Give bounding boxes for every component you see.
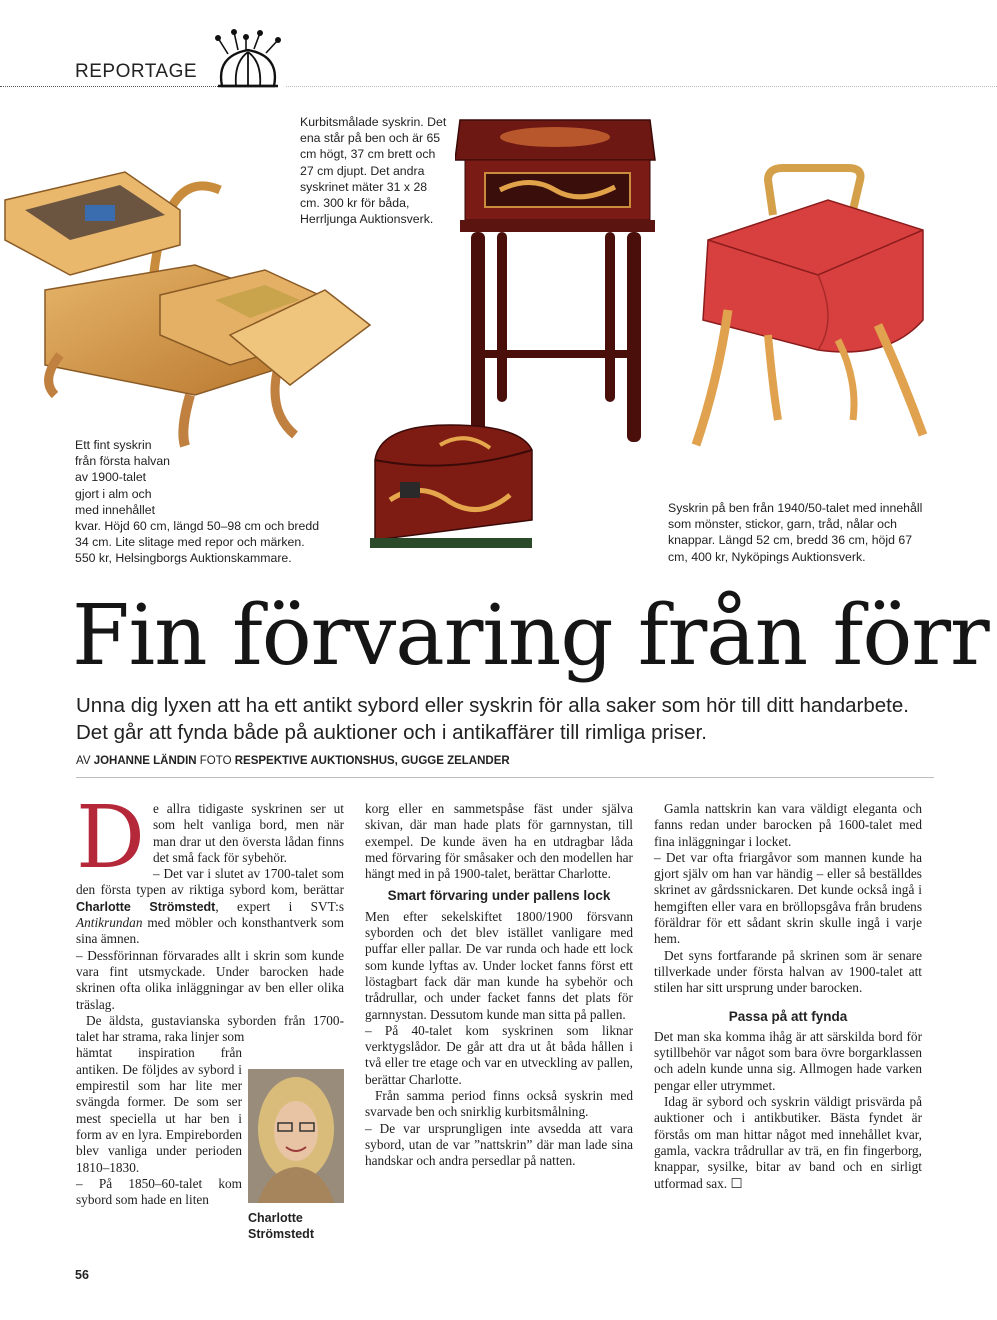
paragraph: Från samma period finns också syskrin med svarvade ben och snirklig kurbitsmålning. (365, 1088, 633, 1120)
caption-line: 550 kr, Helsingborgs Auktionskammare. (75, 551, 292, 566)
paragraph: Men efter sekelskiftet 1800/1900 försvann syborden och det blev istället vanligare med puffar eller pallar. De var runda och hade ett lock som kunde lyftas av. Under locket fanns först ett löstagbart fack där man kunde ha sybehör och trådrullar, och under facket fanns det plats för garnnystan. Dessutom kunde man sitta på pallen. (365, 908, 633, 1022)
text-run: Idag är sybord och syskrin väldigt prisvärda på auktioner och i antikbutiker. Bästa fyndet är förstås om man hittar något med innehållet kvar, gamla, vackra trådrullar av trä, en fin fingerborg, knappar, sysilke, bitar av band och en sirligt utformad sax. (654, 1094, 922, 1191)
paragraph: hämtat inspiration från antiken. De följdes av sybord i empirestil som har lite mer svängda former. De som ser mest speciella ut har ben i form av en lyra. Empireborden blev vanliga under perioden 1810–1830. (76, 1045, 242, 1175)
byline-photographers: RESPEKTIVE AUKTIONSHUS, GUGGE ZELANDER (234, 755, 510, 767)
byline-divider (76, 777, 934, 778)
text-run: med möbler och konsthantverk som sina ämnen. (76, 915, 344, 947)
pincushion-icon (208, 28, 288, 94)
header-rule-right (286, 86, 997, 87)
drop-cap: D (76, 788, 145, 888)
subheading: Smart förvaring under pallens lock (387, 888, 611, 904)
article-column-2 (365, 801, 633, 1170)
caption-kurbits: Kurbitsmålade syskrin. Det ena står på ben och är 65 cm högt, 37 cm brett och 27 cm djupt. Det andra syskrinet mäter 31 x 28 cm. 300 kr för båda, Herrljunga Auktionsverk. (300, 115, 447, 227)
paragraph: korg eller en sammetspåse fäst under själva skivan, där man hade plats för garnnystan, till exempel. De kunde även ha en utdragbar låda med förvaring för småsaker och den modellen har hängt med in på 1900-talet, berättar Charlotte. (365, 801, 633, 882)
paragraph: e allra tidigaste syskrinen ser ut som helt vanliga bord, men när man drar ut den översta lådan finns det små fack för sybehör. (152, 801, 344, 865)
headline: Fin förvaring från förr (72, 587, 989, 684)
painted-chest-image (370, 420, 538, 552)
paragraph: – Dessförinnan förvarades allt i skrin som kunde vara fint utsmyckade. Under barocken hade skrinen ofta olika inläggningar av ben eller olika träslag. (76, 947, 344, 1012)
paragraph: – Det var ofta friargåvor som mannen kunde ha gjort själv om han var händig – eller så beställdes skrinet av gårdssnickaren. Det kunde också ingå i hemgiften eller vara en bröllopsgåva från brudens föräldrar för ett sådant skrin skulle ingå i varje hem. (654, 849, 922, 947)
caption-line: från första halvan (75, 454, 171, 469)
paragraph: Gamla nattskrin kan vara väldigt eleganta och fanns redan under barocken på 1600-talet med fina inläggningar i locket. (654, 801, 922, 849)
lead-paragraph: Unna dig lyxen att ha ett antikt sybord eller syskrin för alla saker som hör till ditt handarbete. Det går att fynda både på auktioner och i antikaffärer till rimliga priser. (76, 694, 909, 744)
expert-name: Charlotte Strömstedt (76, 899, 216, 914)
paragraph: De äldsta, gustavianska syborden från 1700-talet har strama, raka linjer som (76, 1012, 344, 1045)
red-sewing-box-image (688, 160, 930, 455)
section-label: REPORTAGE (75, 61, 198, 82)
byline-foto-label: FOTO (199, 755, 232, 767)
kurbits-stand-image (455, 115, 660, 445)
end-mark-icon: ☐ (730, 1175, 743, 1191)
caption-elm-box (75, 437, 335, 567)
caption-line: Ett fint syskrin (75, 438, 152, 452)
text-run: , expert i SVT:s (215, 898, 344, 914)
article-column-3 (654, 801, 922, 1192)
page-number: 56 (75, 1268, 89, 1282)
paragraph: Det man ska komma ihåg är att särskilda bord för sytillbehör var något som bara övre borgarklassen och adeln kunde unna sig. Allmogen hade varken pengar eller utrymmet. (654, 1028, 922, 1093)
paragraph: Det syns fortfarande på skrinen som är senare tillverkade under första halvan av 1900-talet att stilen har sitt ursprung under barocken. (654, 947, 922, 996)
paragraph (654, 1094, 922, 1192)
byline-author: JOHANNE LÄNDIN (93, 755, 197, 767)
paragraph: – På 40-talet kom syskrinen som liknar verktygslådor. De går att dra ut åt båda hållen i två eller tre etage och var en utveckling av pallen, berättar Charlotte. (365, 1022, 633, 1087)
portrait-caption: Charlotte Strömstedt (248, 1211, 314, 1241)
caption-line: 34 cm. Lite slitage med repor och märken. (75, 535, 305, 550)
byline (76, 755, 510, 767)
byline-av-label: AV (76, 755, 91, 767)
caption-line: med innehållet (75, 502, 155, 517)
caption-line: kvar. Höjd 60 cm, längd 50–98 cm och bredd (75, 519, 320, 534)
text-run: – Det var i slutet av 1700-talet som den första typen av riktiga sybord kom, berättar (76, 866, 344, 898)
paragraph: – På 1850–60-talet kom sybord som hade en liten (76, 1175, 242, 1208)
tv-show-title: Antikrundan (76, 915, 143, 931)
subheading: Passa på att fynda (728, 1008, 848, 1024)
caption-red-box: Syskrin på ben från 1940/50-talet med innehåll som mönster, stickor, garn, tråd, nålar och knappar. Längd 52 cm, bredd 36 cm, höjd 67 cm, 400 kr, Nyköpings Auktionsverk. (668, 501, 923, 564)
paragraph: – De var ursprungligen inte avsedda att vara sybord, utan de var ”nattskrin” där man lade sina handskar och andra persedlar på natten. (365, 1120, 633, 1169)
caption-line: av 1900-talet (75, 470, 147, 485)
caption-line: gjort i alm och (75, 486, 152, 501)
portrait-image (248, 1069, 344, 1203)
header-rule (0, 86, 222, 87)
